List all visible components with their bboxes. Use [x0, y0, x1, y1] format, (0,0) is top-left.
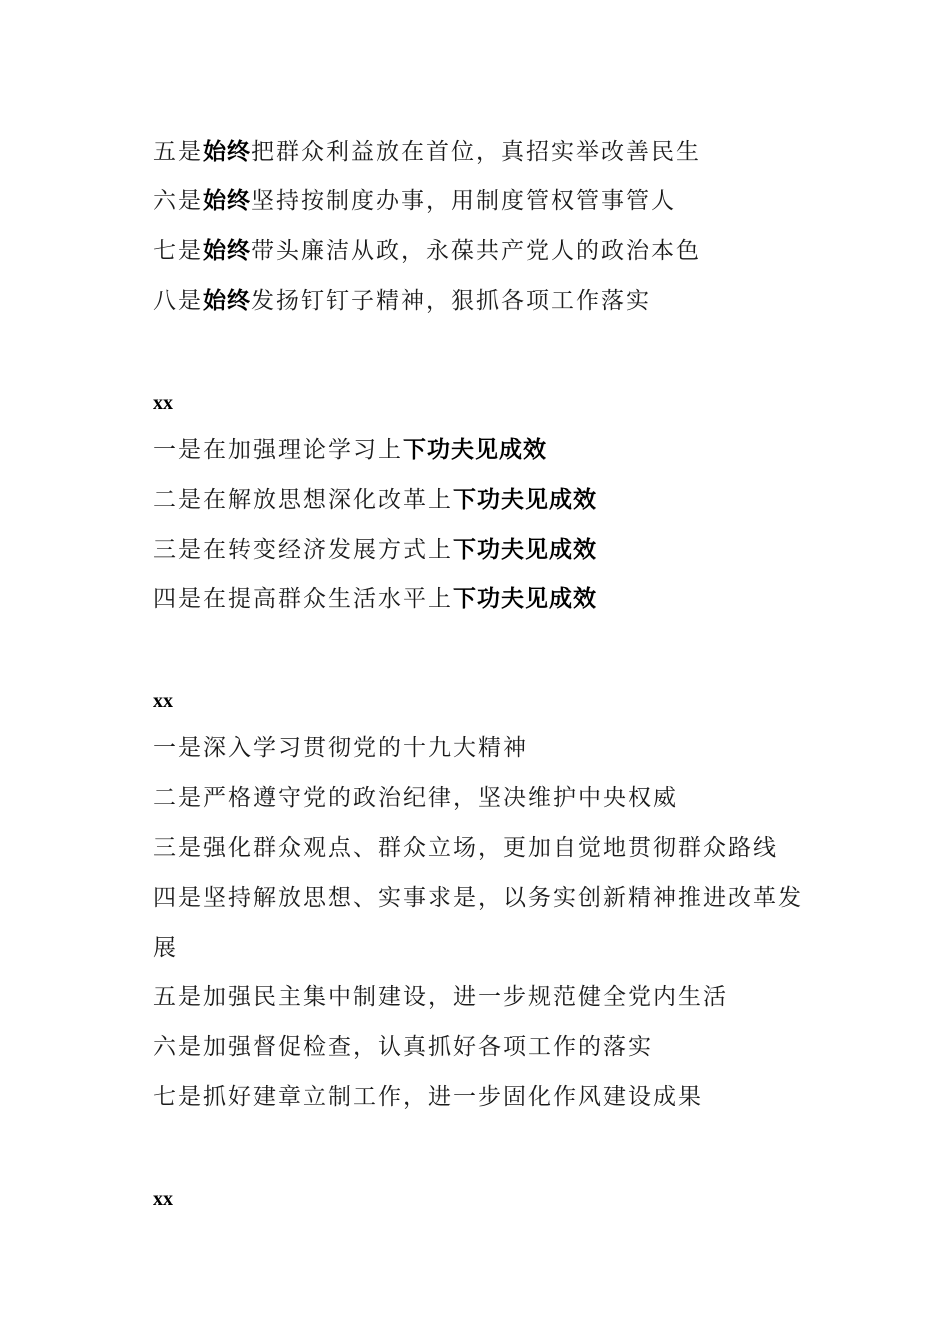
list-item	[153, 584, 597, 614]
list-item	[153, 236, 701, 266]
list-item: 四是坚持解放思想、实事求是，以务实创新精神推进改革发展	[153, 885, 803, 961]
list-item: 二是严格遵守党的政治纪律，坚决维护中央权威	[153, 785, 678, 811]
item-emphasis: 始终	[203, 139, 251, 165]
item-prefix: 一是在加强理论学习上	[153, 437, 403, 463]
section-heading: xx	[153, 392, 173, 414]
list-item	[153, 286, 651, 316]
list-item	[153, 535, 597, 565]
list-item	[153, 137, 701, 167]
item-prefix: 六是	[153, 188, 203, 214]
item-emphasis: 下功夫见成效	[453, 487, 597, 513]
list-item: 七是抓好建章立制工作，进一步固化作风建设成果	[153, 1084, 703, 1110]
item-prefix: 七是	[153, 238, 203, 264]
section-heading: xx	[153, 690, 173, 712]
item-prefix: 四是在提高群众生活水平上	[153, 586, 453, 612]
item-emphasis: 下功夫见成效	[403, 437, 547, 463]
list-item: 五是加强民主集中制建设，进一步规范健全党内生活	[153, 984, 728, 1010]
item-prefix: 二是在解放思想深化改革上	[153, 487, 453, 513]
item-prefix: 五是	[153, 139, 203, 165]
item-emphasis: 下功夫见成效	[453, 537, 597, 563]
list-item: 六是加强督促检查，认真抓好各项工作的落实	[153, 1034, 653, 1060]
item-prefix: 三是在转变经济发展方式上	[153, 537, 453, 563]
list-item: 三是强化群众观点、群众立场，更加自觉地贯彻群众路线	[153, 835, 778, 861]
item-suffix: 把群众利益放在首位，真招实举改善民生	[251, 139, 701, 165]
item-emphasis: 始终	[203, 288, 251, 314]
item-suffix: 带头廉洁从政，永葆共产党人的政治本色	[251, 238, 701, 264]
list-item	[153, 186, 676, 216]
list-item: 一是深入学习贯彻党的十九大精神	[153, 735, 528, 761]
item-suffix: 坚持按制度办事，用制度管权管事管人	[251, 188, 676, 214]
item-emphasis: 始终	[203, 188, 251, 214]
list-item	[153, 485, 597, 515]
item-emphasis: 始终	[203, 238, 251, 264]
list-item	[153, 435, 547, 465]
item-suffix: 发扬钉钉子精神，狠抓各项工作落实	[251, 288, 651, 314]
item-prefix: 八是	[153, 288, 203, 314]
item-emphasis: 下功夫见成效	[453, 586, 597, 612]
section-heading: xx	[153, 1188, 173, 1210]
